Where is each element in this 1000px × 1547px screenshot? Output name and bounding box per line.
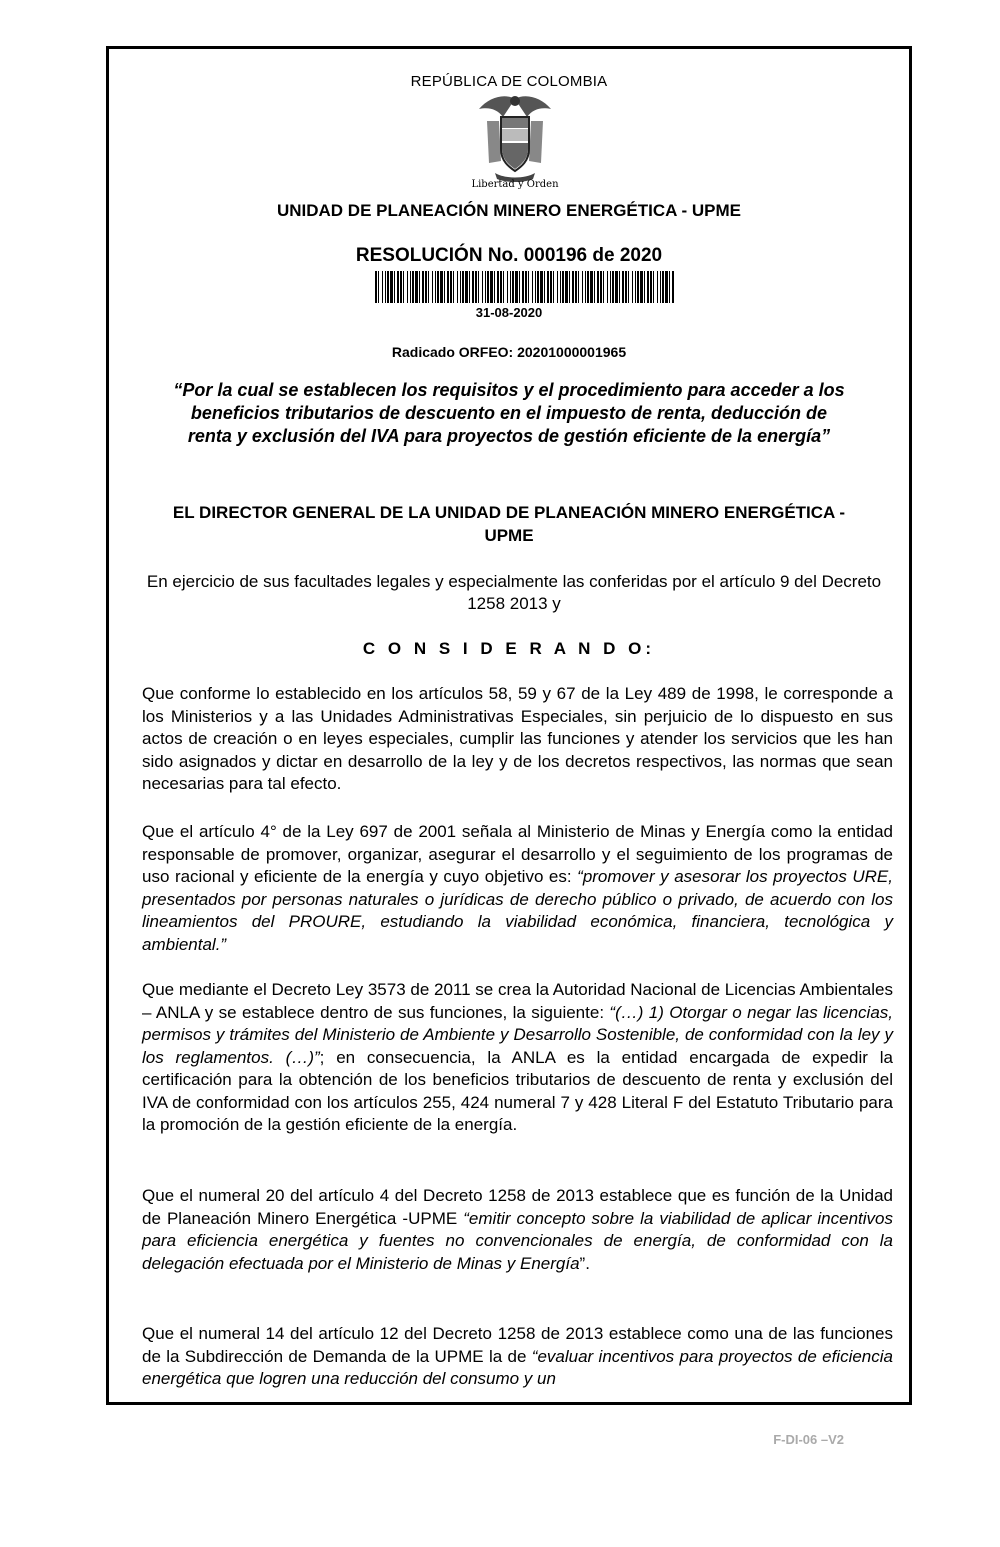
paragraph-4-end: ”. bbox=[579, 1253, 590, 1273]
considerando-heading: C O N S I D E R A N D O: bbox=[362, 639, 656, 658]
paragraph-4-quote: “emitir concepto sobre la viabilidad de aplicar incentivos para eficiencia energética y fuentes no convencionales de energía, de conformidad con la delegación efectuada por el Ministerio de Minas y Energía bbox=[142, 1208, 893, 1273]
resolution-number: RESOLUCIÓN No. 000196 de 2020 bbox=[355, 245, 663, 266]
paragraph-2-text: Que el artículo 4° de la Ley 697 de 2001 señala al Ministerio de Minas y Energía como la entidad responsable de promover, organizar, asegurar el desarrollo y el seguimiento de los programas de uso racional y eficiente de la energía y cuyo objetivo es: bbox=[142, 822, 893, 886]
paragraph-5 bbox=[142, 1323, 893, 1391]
barcode-date: 31-08-2020 bbox=[475, 305, 543, 320]
exercise-clause: En ejercicio de sus facultades legales y especialmente las conferidas por el artículo 9 del Decreto 1258 2013 y bbox=[146, 572, 882, 613]
paragraph-2-quote: “promover y asesorar los proyectos URE, presentados por personas naturales o jurídicas de derecho público o privado, de acuerdo con los lineamientos del PROURE, estudiando la viabilidad económica, financiera, tecnológica y ambiental.” bbox=[142, 867, 893, 954]
paragraph-3 bbox=[142, 979, 893, 1137]
paragraph-4-text: Que el numeral 20 del artículo 4 del Decreto 1258 de 2013 establece que es función de la Unidad de Planeación Minero Energética -UPME bbox=[142, 1186, 893, 1228]
resolution-title: “Por la cual se establecen los requisitos y el procedimiento para acceder a los beneficios tributarios de descuento en el impuesto de renta, deducción de renta y exclusión del IVA para proyectos de gestión eficiente de la energía” bbox=[173, 380, 845, 446]
director-heading: EL DIRECTOR GENERAL DE LA UNIDAD DE PLANEACIÓN MINERO ENERGÉTICA - UPME bbox=[172, 503, 846, 545]
paragraph-4 bbox=[142, 1185, 893, 1275]
paragraph-3-text: Que mediante el Decreto Ley 3573 de 2011 se crea la Autoridad Nacional de Licencias Ambientales – ANLA y se establece dentro de sus funciones, la siguiente: bbox=[142, 980, 893, 1022]
entity-heading: UNIDAD DE PLANEACIÓN MINERO ENERGÉTICA - UPME bbox=[276, 201, 742, 220]
coat-of-arms-seal bbox=[475, 91, 555, 191]
paragraph-3-continuation: ; en consecuencia, la ANLA es la entidad encargada de expedir la certificación para la obtención de los beneficios tributarios de descuento de renta y exclusión del IVA de conformidad con los artículos 255, 424 numeral 7 y 428 Literal F del Estatuto Tributario para la promoción de la gestión eficiente de la energía. bbox=[142, 1047, 893, 1134]
form-code-footer: F-DI-06 –V2 bbox=[773, 1432, 844, 1447]
paragraph-5-quote: “evaluar incentivos para proyectos de eficiencia energética que logren una reducción del consumo y un bbox=[142, 1346, 893, 1388]
paragraph-5-text: Que el numeral 14 del artículo 12 del Decreto 1258 de 2013 establece como una de las funciones de la Subdirección de Demanda de la UPME la de bbox=[142, 1324, 893, 1366]
country-heading: REPÚBLICA DE COLOMBIA bbox=[410, 73, 608, 90]
barcode bbox=[375, 271, 675, 303]
paragraph-2 bbox=[142, 821, 893, 956]
seal-motto: Libertad y Orden bbox=[471, 179, 559, 190]
paragraph-3-quote: “(…) 1) Otorgar o negar las licencias, permisos y trámites del Ministerio de Ambiente y Desarrollo Sostenible, de conformidad con la ley y los reglamentos. (…)” bbox=[142, 1002, 893, 1067]
paragraph-1: Que conforme lo establecido en los artículos 58, 59 y 67 de la Ley 489 de 1998, le corresponde a los Ministerios y a las Unidades Administrativas Especiales, sin perjuicio de lo dispuesto en sus actos de creación o en leyes especiales, cumplir las funciones y atender los servicios que les han sido asignados y dictar en desarrollo de la ley y de los decretos respectivos, las normas que sean necesarias para tal efecto. bbox=[142, 684, 893, 793]
document-frame bbox=[106, 46, 912, 1405]
radicado-number: Radicado ORFEO: 20201000001965 bbox=[391, 344, 627, 360]
